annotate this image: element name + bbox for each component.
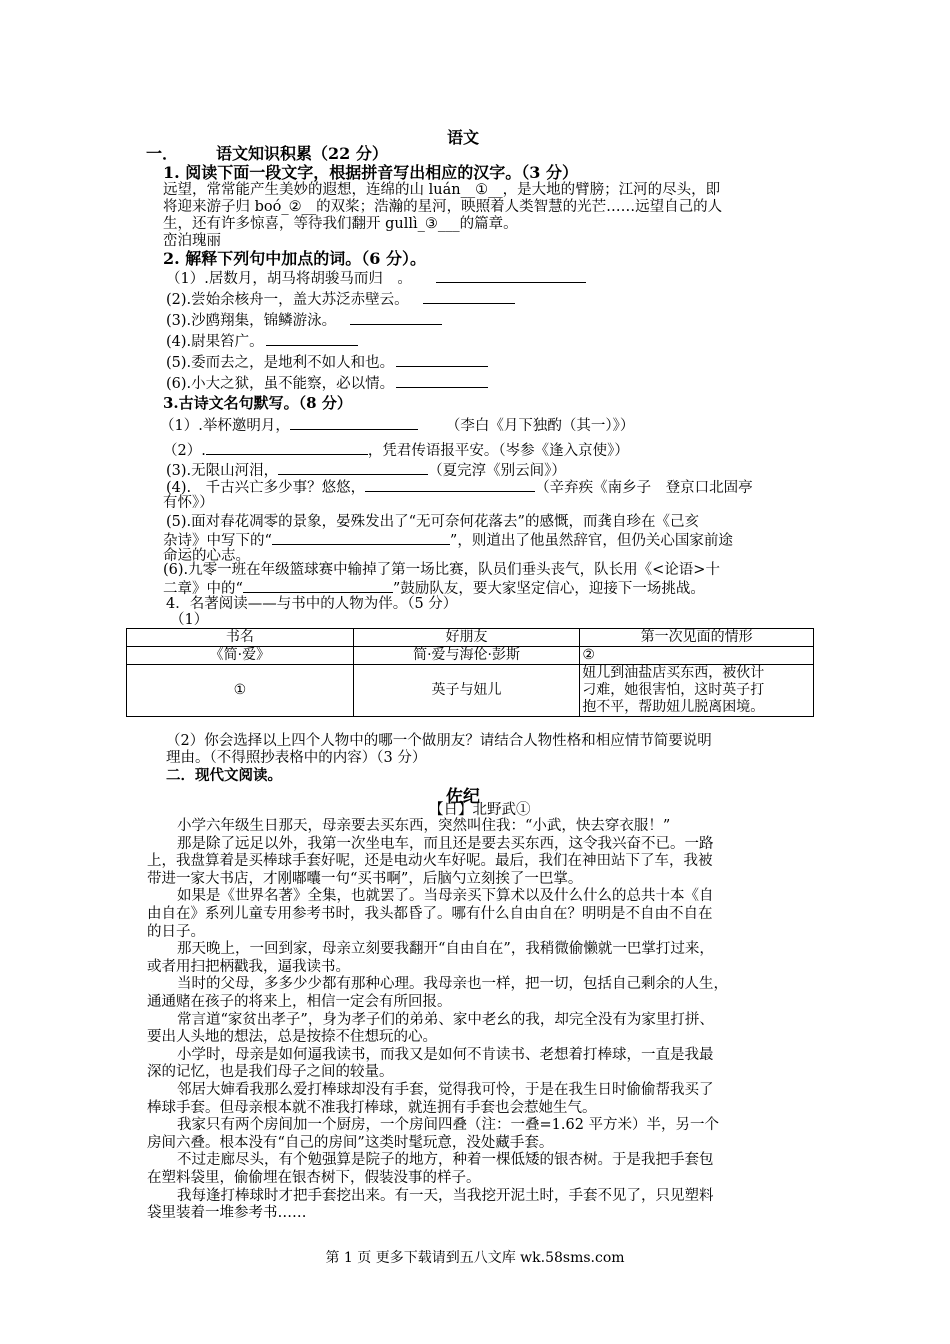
q3-title: 3.古诗文名句默写。（8 分） <box>163 394 352 412</box>
q1-answer: 峦泊瑰丽 <box>163 233 221 249</box>
article-line: 在塑料袋里，偷偷埋在银杏树下，假装没事的样子。 <box>147 1170 481 1186</box>
article-line: 上，我盘算着是买棒球手套好呢，还是电动火车好呢。最后，我们在神田站下了车，我被 <box>147 853 713 870</box>
q1-title: 1. 阅读下面一段文字，根据拼音写出相应的汉字。（3 分） <box>163 163 578 182</box>
cell-line: 刁难，她很害怕，这时英子打 <box>582 682 765 698</box>
q2-item-text: (6).小大之狱，虽不能察，必以情。 <box>166 376 395 392</box>
q3-item5: (5).面对春花凋零的景象，晏殊发出了“无可奈何花落去”的感慨，而龚自珍在《己亥 <box>166 514 699 530</box>
table-cell-answer[interactable]: ② <box>580 647 814 665</box>
answer-blank[interactable] <box>396 374 488 388</box>
doc-title: 语文 <box>447 128 480 147</box>
article-line: 小学时，母亲是如何逼我读书，而我又是如何不肯读书、老想着打棒球，一直是我最 <box>177 1046 714 1063</box>
article-line: 常言道“家贫出孝子”，身为孝子们的弟弟、家中老幺的我，却完全没有为家里打拼、 <box>177 1011 714 1028</box>
q3-text: 杂诗》中写下的“ <box>163 533 272 549</box>
q3-source: ，凭君传语报平安。（岑参《逢入京使》） <box>367 443 629 459</box>
q3-text: ”鼓励队友，要大家坚定信心，迎接下一场挑战。 <box>392 581 705 597</box>
article-line: 房间六叠。根本没有“自己的房间”这类时髦玩意，没处藏手套。 <box>147 1134 554 1151</box>
table-cell: 英子与妞儿 <box>353 665 580 717</box>
table-row <box>127 665 814 717</box>
answer-blank[interactable] <box>206 441 368 455</box>
answer-blank[interactable] <box>278 461 428 475</box>
table-header: 第一次见面的情形 <box>580 629 814 647</box>
article-line: 当时的父母，多多少少都有那种心理。我母亲也一样，把一切，包括自己剩余的人生， <box>177 976 728 993</box>
q3-text: （2）. <box>163 443 206 459</box>
article-line: 邻居大婶看我那么爱打棒球却没有手套，觉得我可怜，于是在我生日时偷偷帮我买了 <box>177 1082 714 1098</box>
answer-blank[interactable] <box>290 416 418 430</box>
q2-item-text: (2).尝始余核舟一，盖大苏泛赤壁云。 <box>166 292 409 308</box>
part1-heading <box>146 145 810 162</box>
article-line: 小学六年级生日那天，母亲要去买东西，突然叫住我：“小武，快去穿衣服！” <box>177 818 671 834</box>
article-title: 佐纪 <box>446 787 480 807</box>
article-line: 要出人头地的想法，总是按捺不住想玩的心。 <box>147 1029 437 1046</box>
q4-sub2: （2）你会选择以上四个人物中的哪一个做朋友？请结合人物性格和相应情节简要说明 <box>166 733 712 749</box>
q3-text: ”，则道出了他虽然辞官，但仍关心国家前途 <box>449 533 733 549</box>
q2-item <box>166 269 810 288</box>
q3-text: (4). 千古兴亡多少事？悠悠， <box>166 480 366 496</box>
article-line: 袋里装着一堆参考书…… <box>147 1205 307 1222</box>
article-line: 我每逢打棒球时才把手套挖出来。有一天，当我挖开泥土时，手套不见了，只见塑料 <box>177 1187 714 1204</box>
q3-text: (3).无限山河泪， <box>166 463 279 479</box>
article-line: 深的记忆，也是我们母子之间的较量。 <box>147 1064 394 1081</box>
table-row <box>127 647 814 665</box>
q3-source: （辛弃疾《南乡子 登京口北固亭 <box>535 480 753 496</box>
answer-blank[interactable] <box>396 353 488 367</box>
part1-title: 语文知识积累（22 分） <box>216 144 388 163</box>
table-header: 好朋友 <box>353 629 580 647</box>
q2-item-text: （1）.居数月，胡马将胡骏马而归 。 <box>166 271 412 287</box>
q2-item <box>166 353 810 372</box>
q1-line1: 远望，常常能产生美妙的遐想，连绵的山 luán__①__，是大地的臂膀；江河的尽头，即 <box>163 182 721 198</box>
article-line: 由自在》系列儿童专用参考书时，我头都昏了。哪有什么自由自在？明明是不自由不自在 <box>147 906 713 922</box>
q1-line3: 生，还有许多惊喜，等待我们翻开 gullì_③___的篇章。 <box>163 216 518 232</box>
answer-blank[interactable] <box>365 478 535 492</box>
cell-line: 抱不平，帮助妞儿脱离困境。 <box>582 699 765 715</box>
article-line: 带进一家大书店，才刚嘟囔一句“买书啊”，后脑勺立刻挨了一巴掌。 <box>147 870 583 887</box>
article-line: 棒球手套。但母亲根本就不准我打棒球，就连拥有手套也会惹她生气。 <box>147 1099 597 1116</box>
q2-title: 2. 解释下列句中加点的词。（6 分）。 <box>163 249 426 268</box>
article-line: 不过走廊尽头，有个勉强算是院子的地方，种着一棵低矮的银杏树。于是我把手套包 <box>177 1152 714 1169</box>
table-cell-answer[interactable]: ① <box>127 665 354 717</box>
q3-text: （1）.举杯邀明月， <box>160 418 290 434</box>
q1-line2: 将迎来游子归 boó_②__的双桨；浩瀚的星河，映照着人类智慧的光芒……远望自己的人 <box>163 199 723 215</box>
reading-table <box>126 628 814 717</box>
article-line: 或者用扫把柄戳我，逼我读书。 <box>147 958 350 975</box>
answer-blank[interactable] <box>243 579 393 593</box>
page-footer: 第 1 页 更多下载请到五八文库 wk.58sms.com <box>325 1250 625 1266</box>
table-cell: 《简·爱》 <box>127 647 354 665</box>
article-line: 我家只有两个房间加一个厨房，一个房间四叠（注：一叠=1.62 平方米）半，另一个 <box>177 1117 720 1134</box>
q3-item1 <box>160 416 810 435</box>
q3-source: （李白《月下独酌（其一）》） <box>445 418 635 434</box>
answer-blank[interactable] <box>436 269 586 283</box>
q4-sub1: （1） <box>170 612 209 628</box>
table-header: 书名 <box>127 629 354 647</box>
q3-source: （夏完淳《别云间》） <box>428 463 566 479</box>
q2-item <box>166 311 810 330</box>
article-line: 那天晚上，一回到家，母亲立刻要我翻开“自由自在”，我稍微偷懒就一巴掌打过来， <box>177 941 714 958</box>
article-author: 【日】北野武① <box>429 802 531 818</box>
q2-item-text: (4).尉果笞广。 <box>166 334 264 350</box>
q2-item-text: (3).沙鸥翔集，锦鳞游泳。 <box>166 313 337 329</box>
answer-blank[interactable] <box>350 311 442 325</box>
q4-sub2-cont: 理由。（不得照抄表格中的内容）（3 分） <box>166 750 427 766</box>
q2-item <box>166 290 810 309</box>
part1-number: 一． <box>146 144 179 163</box>
answer-blank[interactable] <box>266 332 358 346</box>
q3-item5-end: 命运的心志。 <box>163 548 250 564</box>
article-line: 如果是《世界名著》全集，也就罢了。当母亲买下算术以及什么什么的总共十本《自 <box>177 888 714 905</box>
q2-item <box>166 374 810 393</box>
article-line: 的日子。 <box>147 923 205 940</box>
q3-item4-cont: 有怀》） <box>163 495 214 511</box>
q3-text: 二章》中的“ <box>163 581 243 597</box>
q2-item <box>166 332 810 351</box>
article-line: 通通赌在孩子的将来上，相信一定会有所回报。 <box>147 994 452 1010</box>
table-cell <box>580 665 814 717</box>
answer-blank[interactable] <box>272 531 450 545</box>
q4-title: 4．名著阅读——与书中的人物为伴。（5 分） <box>166 596 458 612</box>
q3-item6: (6).九零一班在年级篮球赛中输掉了第一场比赛，队员们垂头丧气，队长用《<论语>十 <box>163 562 720 578</box>
table-header-row <box>127 629 814 647</box>
answer-blank[interactable] <box>423 290 515 304</box>
part2-heading: 二．现代文阅读。 <box>166 767 282 784</box>
q2-item-text: (5).委而去之，是地利不如人和也。 <box>166 355 395 371</box>
article-line: 那是除了远足以外，我第一次坐电车，而且还是要去买东西，这令我兴奋不已。一路 <box>177 835 714 852</box>
q3-item2 <box>163 441 810 460</box>
cell-line: 妞儿到油盐店买东西，被伙计 <box>582 665 765 681</box>
table-cell: 简·爱与海伦·彭斯 <box>353 647 580 665</box>
